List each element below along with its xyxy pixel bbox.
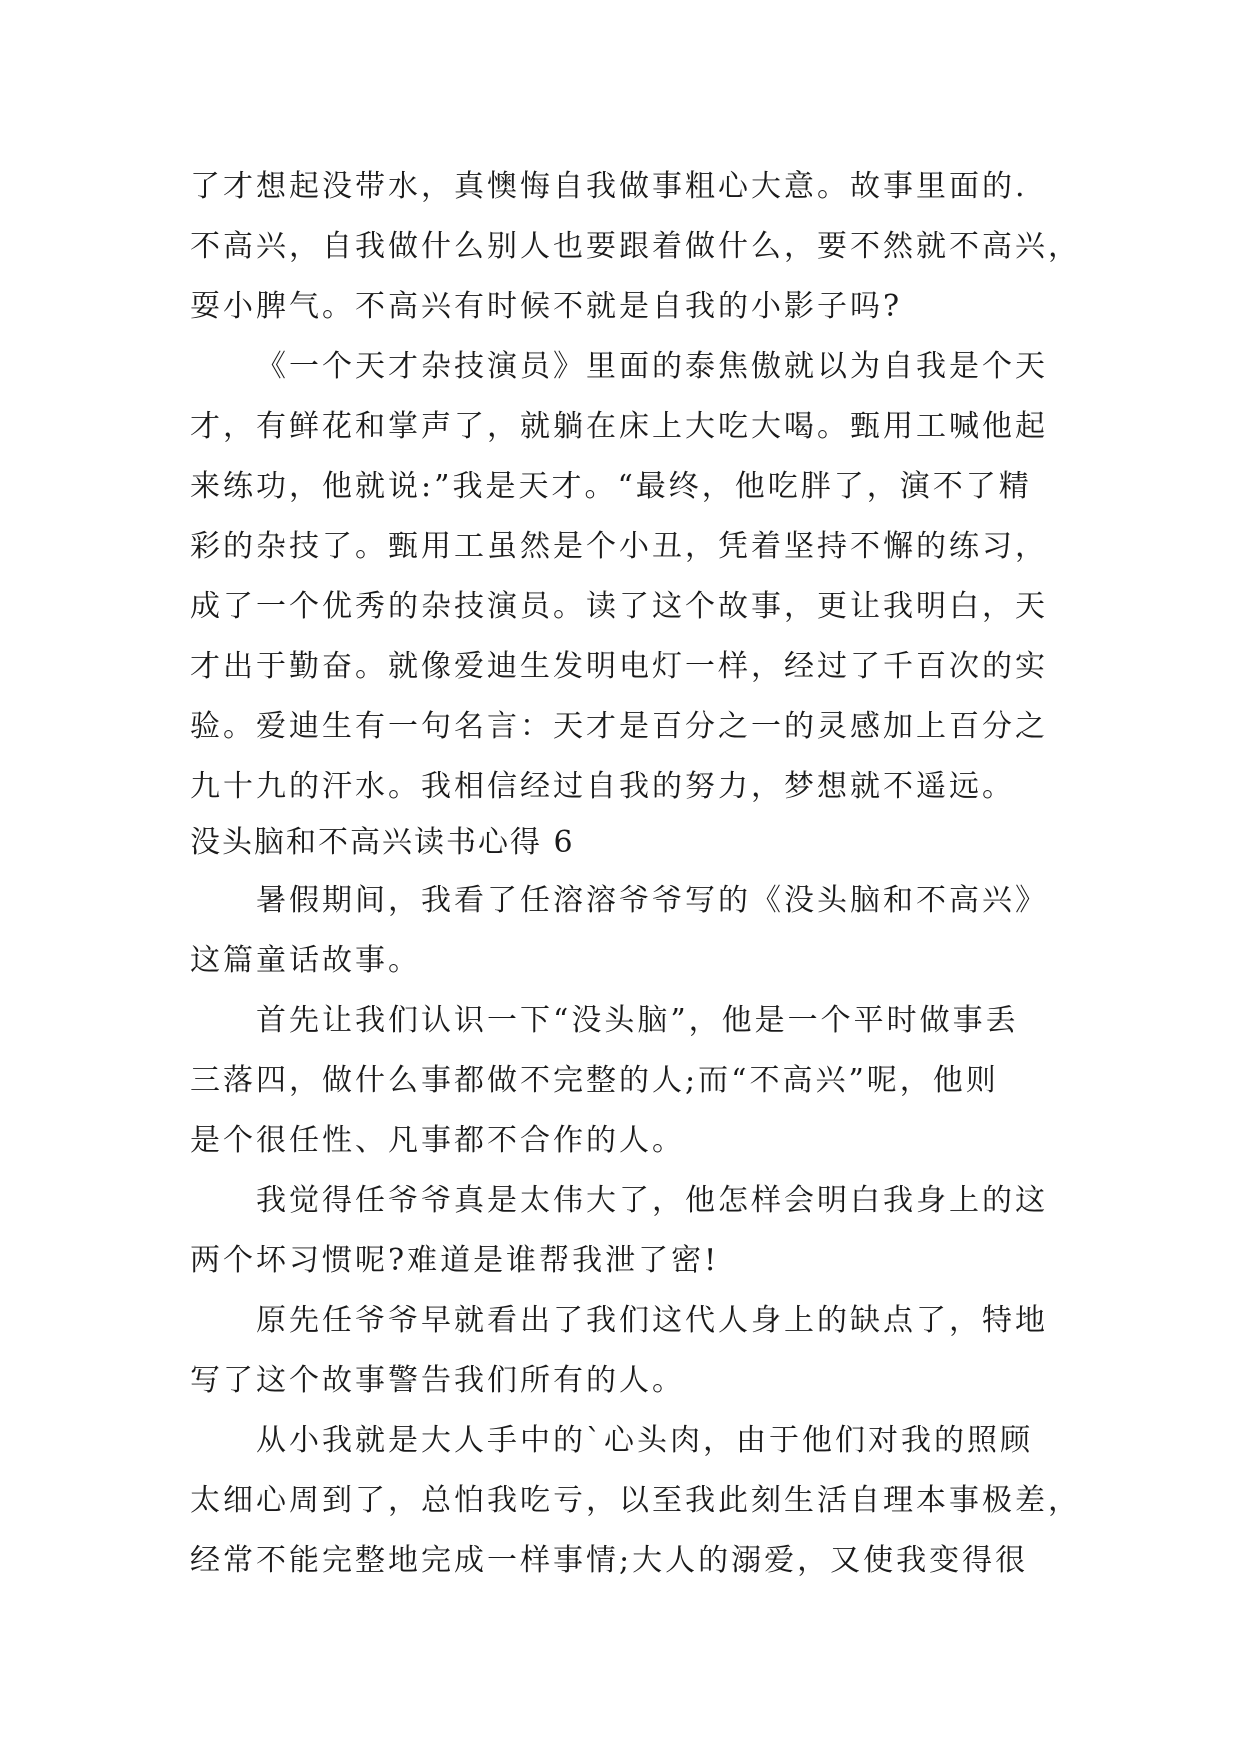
text-line: 太细心周到了，总怕我吃亏，以至我此刻生活自理本事极差， [190, 1483, 1081, 1518]
text-line: 两个坏习惯呢?难道是谁帮我泄了密! [190, 1243, 720, 1278]
text-line: 耍小脾气。不高兴有时候不就是自我的小影子吗? [190, 289, 903, 324]
paragraph-first-line: 首先让我们认识一下“没头脑”，他是一个平时做事丢 [256, 1003, 1019, 1038]
paragraph-first-line: 从小我就是大人手中的`心头肉，由于他们对我的照顾 [256, 1423, 1033, 1458]
section-heading: 没头脑和不高兴读书心得 6 [190, 825, 575, 860]
text-line: 了才想起没带水，真懊悔自我做事粗心大意。故事里面的. [190, 169, 1028, 204]
text-line: 九十九的汗水。我相信经过自我的努力，梦想就不遥远。 [190, 769, 1015, 804]
text-line: 才出于勤奋。就像爱迪生发明电灯一样，经过了千百次的实 [190, 649, 1048, 684]
paragraph-first-line: 我觉得任爷爷真是太伟大了，他怎样会明白我身上的这 [256, 1183, 1048, 1218]
paragraph-first-line: 《一个天才杂技演员》里面的泰焦傲就以为自我是个天 [256, 349, 1048, 384]
text-line: 才，有鲜花和掌声了，就躺在床上大吃大喝。甄用工喊他起 [190, 409, 1048, 444]
text-line: 验。爱迪生有一句名言：天才是百分之一的灵感加上百分之 [190, 709, 1048, 744]
text-line: 三落四，做什么事都做不完整的人;而“不高兴”呢，他则 [190, 1063, 999, 1098]
text-line: 写了这个故事警告我们所有的人。 [190, 1363, 685, 1398]
text-line: 是个很任性、凡事都不合作的人。 [190, 1123, 685, 1158]
text-line: 这篇童话故事。 [190, 943, 421, 978]
text-line: 彩的杂技了。甄用工虽然是个小丑，凭着坚持不懈的练习， [190, 529, 1048, 564]
text-line: 不高兴，自我做什么别人也要跟着做什么，要不然就不高兴， [190, 229, 1081, 264]
paragraph-first-line: 暑假期间，我看了任溶溶爷爷写的《没头脑和不高兴》 [256, 883, 1048, 918]
paragraph-first-line: 原先任爷爷早就看出了我们这代人身上的缺点了，特地 [256, 1303, 1048, 1338]
text-line: 成了一个优秀的杂技演员。读了这个故事，更让我明白，天 [190, 589, 1048, 624]
text-line: 来练功，他就说:”我是天才。“最终，他吃胖了，演不了精 [190, 469, 1032, 504]
text-line: 经常不能完整地完成一样事情;大人的溺爱，又使我变得很 [190, 1543, 1029, 1578]
